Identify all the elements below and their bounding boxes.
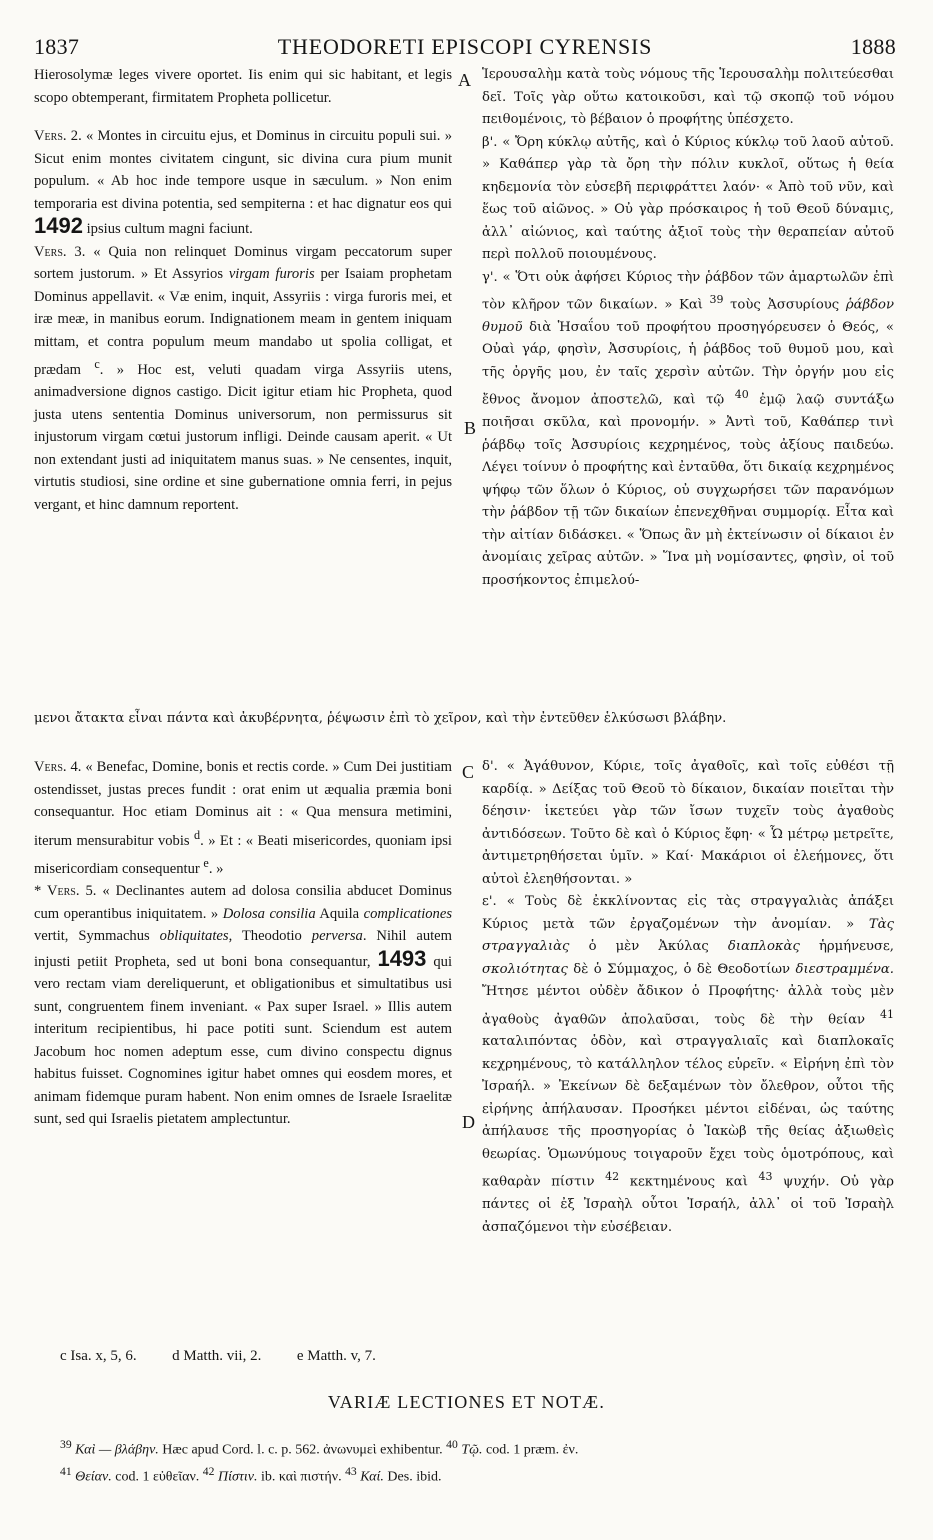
note-ref[interactable]: 43 [758,1170,773,1184]
running-header [34,34,896,62]
verse-text: Aquila [319,905,360,922]
note-number: 41 [60,1464,72,1478]
italic-term: διεστραμμένα. [795,961,894,977]
verse-text: γ'. « Ὅτι οὐκ ἀφήσει Κύριος τὴν ῥάβδον τῶν ἁμαρτωλῶν ἐπὶ τὸν κλῆρον τῶν δικαίων. » Καὶ [482,269,894,313]
verse-text: . » [208,860,224,877]
latin-column-bottom [34,756,452,1131]
column-number-right: 1888 [850,34,896,59]
italic-term: obliquitates [159,928,229,945]
verse-text: ipsius cultum magni faciunt. [86,221,253,237]
margin-letter-d: D [462,1112,475,1132]
italic-quote: virgam furoris [228,266,315,282]
verse-text: Ἤτησε μέντοι οὐδὲν ἄδικον ὁ Προφήτης· ἀλλὰ τοὺς μὲν ἀγαθοὺς ἀγαθῶν ἀπολαῦσαι, τοὺς δὲ τὴν θείαν [482,984,894,1027]
greek-paragraph: Ἱερουσαλὴμ κατὰ τοὺς νόμους τῆς Ἱερουσαλὴμ πολιτεύεσθαι δεῖ. Τοῖς γὰρ οὕτω κατοικοῦσι, καὶ τῷ σκοπῷ τοῦ νόμου πειθομένοις, τὸ βέβαιον ὁ προφήτης ὑπέσχετο. [482,67,894,127]
greek-verse-2: β'. « Ὄρη κύκλῳ αὐτῆς, καὶ ὁ Κύριος κύκλῳ τοῦ λαοῦ αὐτοῦ. » Καθάπερ γὰρ τὰ ὄρη τὴν πόλιν κυκλοῖ, οὕτως ἡ θεία κηδεμονία τὸν εὐσεβῆ περιφράττει λαόν· « Ἀπὸ τοῦ νῦν, καὶ ἕως τοῦ αἰῶνος. » Οὐ γὰρ πρόσκαιρος ἡ τοῦ Θεοῦ δύναμις, ἀλλ᾽ αἰώνιος, καὶ ταύτης ἀξιοῖ τοὺς τὴν θεραπείαν αὐτοῦ περὶ πολλοῦ ποιουμένους. [482,134,894,262]
lemma: Θείαν. [75,1469,112,1485]
latin-verse-5 [34,880,452,1131]
verse-text: ἡρμήνευσε, [818,939,894,954]
footnote-ref[interactable]: d [194,827,201,842]
note-ref[interactable]: 39 [709,293,724,306]
italic-term: Τὰς στραγγαλιὰς [482,916,894,954]
spacer [34,109,452,125]
note-number: 40 [446,1438,458,1451]
verse-text: « Benefac, Domine, bonis et rectis corde. » Cum Dei justitiam ostendisset, justas preces fundit : orat enim ut æqualia præmia boni consequantur. Hoc etiam Dominus ait : « Qua mensura metimini, iterum mensurabitur vobis [34,759,453,849]
italic-term: perversa [311,928,363,945]
verse-text: κεκτημένους καὶ [629,1174,748,1190]
variae-line-1 [60,1434,900,1461]
note-number: 43 [345,1464,357,1478]
verse-text: δὲ ὁ Σύμμαχος, ὁ δὲ Θεοδοτίων [573,961,791,977]
verse-text: ἐμῷ λαῷ συντάξω ποιῆσαι σκῦλα, καὶ προνομήν. » Ἀντὶ τοῦ, Καθάπερ τινὶ ῥάβδῳ τοῖς Ἀσσυρίοις κεχρημένος, τοὺς ἀξίους παιδεύω. Λέγει τοίνυν ὁ προφήτης καὶ ἐνταῦθα, ὅτι δικαίᾳ κεχρημένος ψήφῳ τῶν ὅλων ὁ Κύριος, οὐ συγχωρήσει τῶν παρανόμων τὴν ῥάβδον τῇ τῶν δικαίων ἐπενεχθῆναι συμμορίᾳ. Εἶτα καὶ τὴν αἰτίαν διδάσκει. « Ὅπως ἂν μὴ ἐκτείνωσιν οἱ δίκαιοι ἐν ἀνομίαις χεῖρας αὐτῶν. » Ἵνα μὴ νομίσαντες, φησὶν, οἱ τοῦ προσήκοντος ἐπιμελού- [482,392,894,588]
note-text: Des. ibid. [387,1469,442,1485]
verse-text: καταλιπόντας ὁδὸν, καὶ στραγγαλιαῖς καὶ διαπλοκαῖς κεχρημένους, τὸ κατάλληλον τέλος εὑρεῖν. « Εἰρήνη ἐπὶ τὸν Ἰσραήλ. » Ἐκείνων δὲ δεξαμένων τὸν ὄλεθρον, οὗτοι τῆς εἰρήνης ἀπήλαυσαν. Προσήκει μέντοι εἰδέναι, ὡς ταύτης ἀπήλαυσε τῆς προσηγορίας ὁ Ἰακὼβ τῆς θείας ἀξιωθεὶς θεωρίας. Ὁμωνύμους τοιγαροῦν ἔχει τοὺς ὁμοτρόπους, καὶ καθαρὰν πίστιν [482,1034,894,1190]
verse-text: vertit, Symmachus [34,928,150,945]
note-text: cod. 1 præm. ἐν. [486,1442,579,1458]
verse-text: ε'. « Τοὺς δὲ ἐκκλίνοντας εἰς τὰς στραγγαλιὰς ἀπάξει Κύριος μετὰ τῶν ἐργαζομένων τὴν ἀνομίαν. » [482,894,894,932]
note-number: 39 [60,1438,72,1451]
latin-verse-4 [34,756,452,880]
lemma: Καί. [360,1469,384,1485]
verse-label: Vers. 2. [34,128,82,144]
footnote-d: d Matth. vii, 2. [172,1348,262,1364]
verse-text: , Theodotio [228,928,302,945]
margin-letter-b: B [464,418,477,438]
footnotes [60,1348,376,1365]
verse-text: qui vero rectam viam dereliquerunt, et obligationibus et simultatibus usi sunt, congruentem finem inveniant. « Pax super Israel. » Illis autem interitum recipientibus, hi pace potiti sunt. Sciendum est autem Jacobum hoc nomen adeptum esse, cum divino conspectu dignus habitus fuisset. Cognomines igitur habet omnes qui eosdem mores, et animam fidemque puram habent. Non enim omnes de Israele Israelitæ sunt, sed qui Israelis pietatem amplectuntur. [34,953,452,1128]
lemma: Πίστιν. [217,1469,258,1485]
latin-column-top [34,64,452,516]
note-ref[interactable]: 40 [734,388,749,402]
verse-text: « Quia non relinquet Dominus virgam peccatorum super sortem justorum. » Et Assyrios [34,243,452,282]
verse-text: . Nihil autem injusti petiit Propheta, sed ut boni bona consequantur, [34,928,452,970]
greek-full-width-line: μενοι ἄτακτα εἶναι πάντα καὶ ἀκυβέρνητα, ῥέψωσιν ἐπὶ τὸ χεῖρον, καὶ τὴν ἐντεῦθεν ἑλκύσωσι βλάβην. [34,711,727,726]
greek-verse-5 [482,891,894,1239]
footnote-c: c Isa. x, 5, 6. [60,1348,137,1364]
verse-text: ὁ μὲν Ἀκύλας [588,939,709,954]
verse-label: * Vers. 5. [34,883,97,900]
footnote-ref[interactable]: c [94,357,100,371]
verse-text: . » Hoc est, veluti quadam virga Assyriis utens, animadversione dignos castigo. Dicit igitur etiam hic Propheta, quod justa utens sententia Dominus universorum, non permissurus sit injustorum virgam cœtui justorum infligi. Deinde causam aperit. « Ut non extendant justi ad iniquitatem manus suas. » Ne censentes, inquit, virtutis studiosi, sine ordine et sine gubernatione omnia ferri, in pejus vergant, et hinc damnum reportent. [34,361,452,513]
migne-column-number: 1493 [377,945,427,971]
note-text: cod. 1 εὐθεῖαν. [115,1469,200,1485]
note-text: ib. καὶ πιστήν. [260,1469,342,1485]
variae-heading: VARIÆ LECTIONES ET NOTÆ. [327,1392,606,1412]
note-number: 42 [202,1464,215,1478]
italic-term: Dolosa consilia [222,905,316,922]
verse-text: per Isaiam prophetam Dominus appellavit. « Væ enim, inquit, Assyriis : virga furoris mei, et iræ meæ, in manibus eorum. Indignationem meam in gentem iniquam mittam, et contra populum meum mandabo ut spolia colligat, et prædam [34,266,452,378]
lemma: Τῷ. [461,1442,483,1458]
note-ref[interactable]: 42 [605,1170,620,1184]
latin-paragraph: Hierosolymæ leges vivere oportet. Iis enim qui sic habitant, et legis scopo obtemperant, firmitatem Propheta pollicetur. [34,67,452,106]
greek-verse-3 [482,267,894,593]
margin-letter-c: C [462,762,475,782]
verse-text: . » Et : « Beati misericordes, quoniam ipsi misericordiam consequentur [34,832,452,877]
verse-label: Vers. 4. [34,759,82,775]
italic-term: διαπλοκὰς [727,939,800,954]
italic-term: complicationes [363,905,453,922]
verse-text: τοὺς Ἀσσυρίους [730,297,840,313]
footnote-e: e Matth. v, 7. [296,1348,376,1364]
verse-text: διὰ Ἡσαΐου τοῦ προφήτου προσηγόρευσεν ὁ Θεός, « Οὐαὶ γάρ, φησὶν, Ἀσσυρίοις, ἡ ῥάβδος τοῦ θυμοῦ μου, καὶ τῆς ὀργῆς μου, ἐν ταῖς χερσὶν αὐτῶν. Τὴν ὀργήν μου εἰς ἔθνος ἄνομον ἀποστελῶ, καὶ τῷ [482,319,894,408]
greek-verse-4: δ'. « Ἀγάθυνον, Κύριε, τοῖς ἀγαθοῖς, καὶ τοῖς εὐθέσι τῇ καρδίᾳ. » Δείξας τοῦ Θεοῦ τὸ δίκαιον, δικαίαν ποιεῖται τὴν δέησιν· ἱκετεύει γὰρ τῶν ἴσων τυχεῖν τοὺς ἀγαθοὺς ἀντιδόσεων. Τοῦτο δὲ καὶ ὁ Κύριος ἔφη· « Ὧ μέτρῳ μετρεῖτε, ἀντιμετρηθήσεται ὑμῖν. » Καί· Μακάριοι οἱ ἐλεήμονες, ὅτι αὐτοὶ ἐλεηθήσονται. » [482,759,894,887]
italic-term: σκολιότητας [482,961,568,977]
note-text: Hæc apud Cord. l. c. p. 562. ἀνωνυμεὶ exhibentur. [162,1442,443,1458]
verse-text: « Montes in circuitu ejus, et Dominus in circuitu populi sui. » Sicut enim montes civitatem cingunt, sic divina cura pium munit populum. « Ab hoc inde tempore usque in sæculum. » Non enim temporaria est divina potentia, sed sempiterna : et hac dignatur eos qui [34,128,452,212]
lemma: Καὶ — βλάβην. [75,1442,159,1458]
greek-column-bottom [482,756,894,1239]
italic-quote: ῥάβδον θυμοῦ [482,297,894,335]
variae-notes [60,1434,900,1487]
latin-verse-2 [34,125,452,241]
column-number-left: 1837 [34,34,80,59]
verse-text: ψυχήν. Οὐ γὰρ πάντες οἱ ἐξ Ἰσραὴλ οὗτοι Ἰσραήλ, ἀλλ᾽ οἱ τοῦ Ἰσραὴλ ἀσπαζόμενοι τὴν εὐσέβειαν. [482,1174,895,1235]
verse-label: Vers. 3. [34,243,86,260]
note-ref[interactable]: 41 [880,1007,894,1021]
latin-verse-3 [34,241,452,517]
footnote-ref[interactable]: e [203,855,209,870]
variae-line-2 [60,1461,900,1488]
verse-text: « Declinantes autem ad dolosa consilia abducet Dominus cum operantibus iniquitatem. » [34,883,452,922]
running-title: THEODORETI EPISCOPI CYRENSIS [277,34,653,59]
greek-column-top [482,64,894,592]
migne-column-number: 1492 [34,213,83,238]
margin-letter-a: A [458,70,471,90]
